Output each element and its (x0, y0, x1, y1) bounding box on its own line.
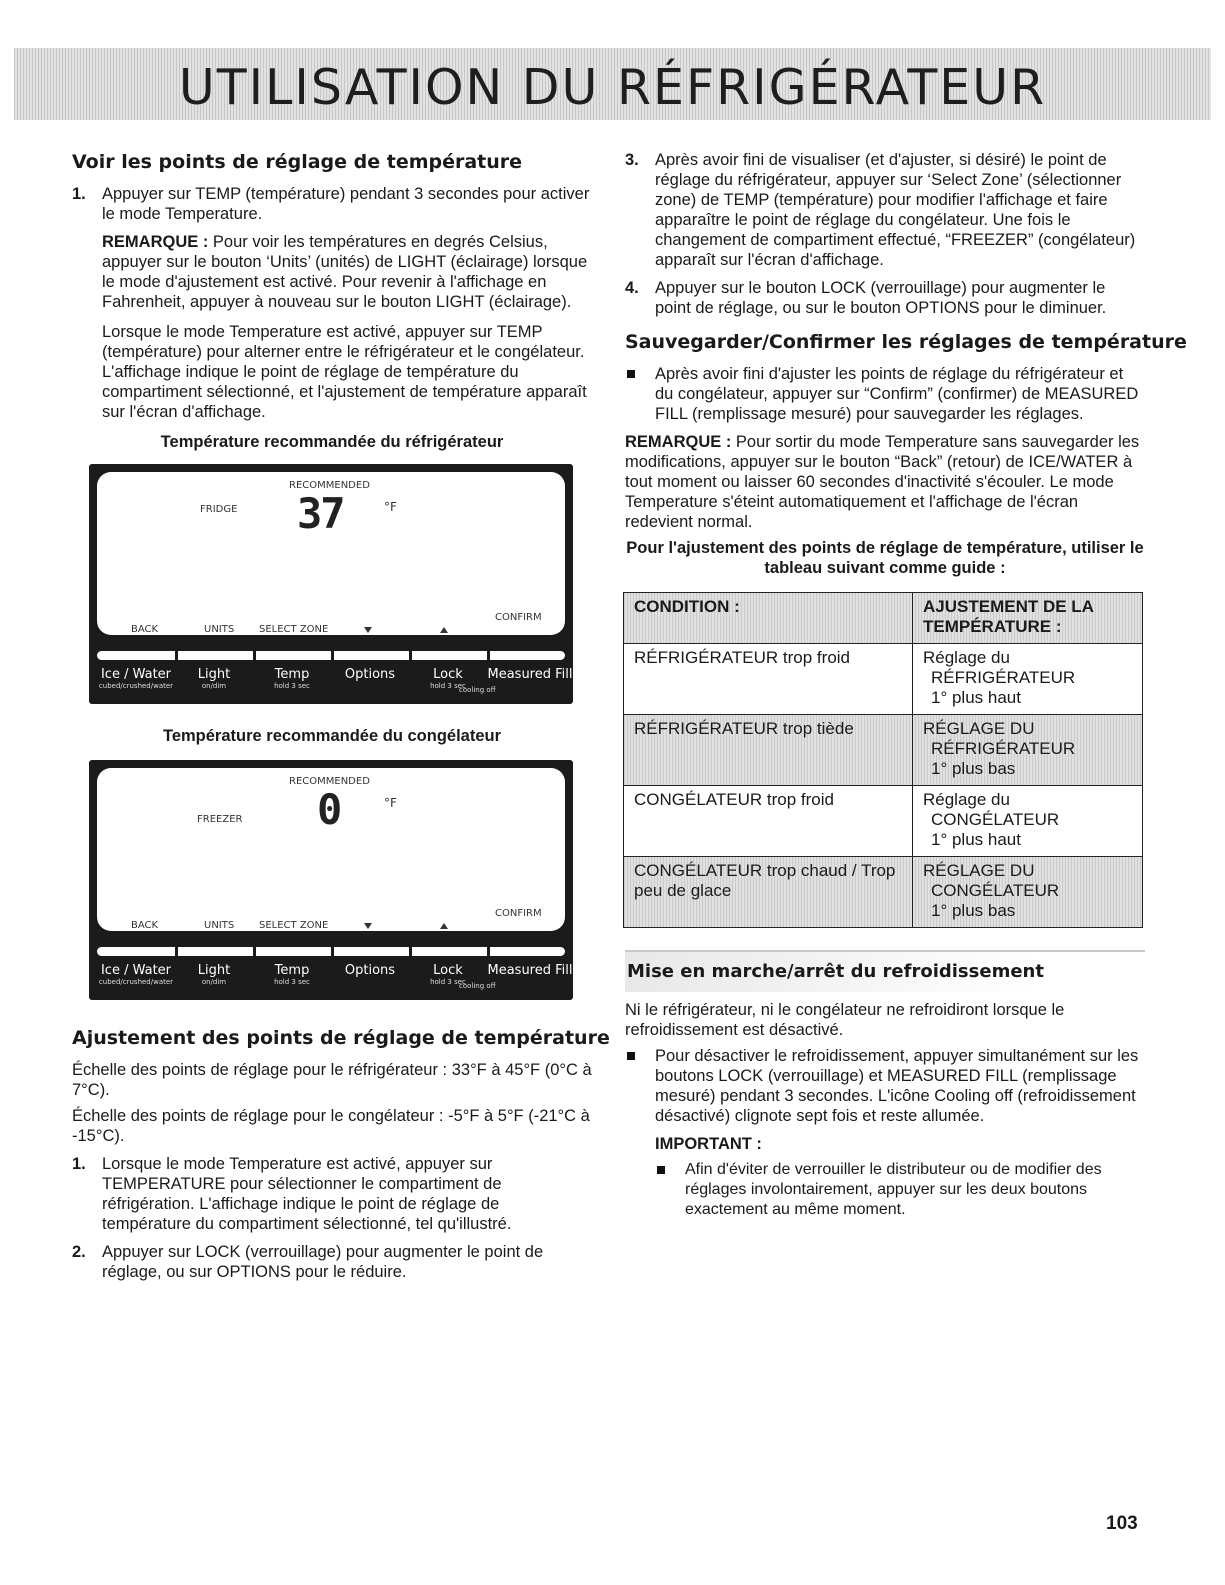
paragraph-toggle-zone: Lorsque le mode Temperature est activé, appuyer sur TEMP (température) pour alterner entre le réfrigérateur et le congélateur. L'affichage indique le point de réglage de température du compartiment sélectionné, et l'ajustement de température apparaît sur l'écran d'affichage. (102, 323, 587, 421)
right-column (625, 150, 1187, 1226)
condition-cell: RÉFRIGÉRATEUR trop tiède (624, 715, 913, 786)
button-bar (97, 947, 565, 956)
button-label: Lock (433, 667, 463, 682)
divider (175, 947, 178, 956)
step-1 (72, 1154, 592, 1234)
button-sublabel: cubed/crushed/water (98, 978, 174, 986)
measured-fill-button[interactable] (487, 668, 573, 682)
step-number: 4. (625, 279, 639, 297)
note-label: REMARQUE : (102, 233, 209, 251)
table-caption: Pour l'ajustement des points de réglage de température, utiliser le tableau suivant comme guide : (626, 539, 1144, 577)
temp-button[interactable] (253, 964, 331, 987)
bullet-text: Pour désactiver le refroidissement, appuyer simultanément sur les boutons LOCK (verrouillage) et MEASURED FILL (remplissage mesuré) pendant 3 secondes. L'icône Cooling off (refroidissement désactivé) clignote sept fois et reste allumée. (655, 1047, 1139, 1125)
back-label: BACK (131, 920, 159, 931)
table-row (624, 715, 1143, 786)
temperature-digits: 37 (297, 489, 344, 538)
button-label: Light (197, 963, 231, 978)
table-header-condition: CONDITION : (624, 593, 913, 644)
options-button[interactable] (331, 668, 409, 682)
recommended-label: RECOMMENDED (289, 480, 370, 491)
table-header-adjustment: AJUSTEMENT DE LA TEMPÉRATURE : (913, 593, 1143, 644)
down-arrow-icon (364, 627, 372, 633)
adjustment-line: RÉGLAGE DU (923, 719, 1035, 738)
adjustment-table (623, 592, 1143, 928)
up-arrow-icon (440, 627, 448, 633)
adjustment-cell (913, 786, 1143, 857)
step-text: Appuyer sur LOCK (verrouillage) pour augmenter le point de réglage, ou sur OPTIONS pour le réduire. (102, 1243, 544, 1281)
step-4 (625, 278, 1145, 318)
caption-freezer: Température recommandée du congélateur (162, 727, 502, 745)
adjustment-line: Réglage du (923, 790, 1010, 809)
button-label: Options (344, 667, 396, 682)
page-number: 103 (1106, 1513, 1138, 1534)
note-celsius (72, 232, 592, 312)
down-arrow-icon (364, 923, 372, 929)
confirm-label: CONFIRM (495, 908, 542, 919)
step-text: Appuyer sur le bouton LOCK (verrouillage) pour augmenter le point de réglage, ou sur le bouton OPTIONS pour le diminuer. (655, 279, 1107, 317)
left-column (72, 150, 610, 1290)
back-label: BACK (131, 624, 159, 635)
button-sublabel: cubed/crushed/water (98, 682, 174, 690)
bullet-item (625, 364, 1145, 424)
divider (409, 651, 412, 660)
note-text: Pour sortir du mode Temperature sans sauvegarder les modifications, appuyer sur le bouton “Back” (retour) de ICE/WATER à tout moment ou laisser 60 secondes d'inactivité s'écouler. Le mode Temperature s'éteint automatiquement et l'affichage de l'écran redevient normal. (625, 433, 1140, 531)
divider (253, 947, 256, 956)
divider (175, 651, 178, 660)
step-1 (72, 184, 592, 224)
light-button[interactable] (175, 964, 253, 987)
step-number: 1. (72, 185, 86, 203)
paragraph-fridge-range: Échelle des points de réglage pour le réfrigérateur : 33°F à 45°F (0°C à 7°C). (72, 1061, 592, 1099)
section-heading-save-confirm: Sauvegarder/Confirmer les réglages de température (625, 331, 1187, 353)
adjustment-line: RÉGLAGE DU (923, 861, 1035, 880)
button-label: Measured Fill (487, 667, 573, 682)
note-label: REMARQUE : (625, 433, 732, 451)
button-label: Ice / Water (100, 667, 172, 682)
unit-label: °F (384, 796, 397, 810)
button-label: Temp (274, 963, 310, 978)
table-row (624, 644, 1143, 715)
bullet-icon (627, 1052, 635, 1060)
divider (409, 947, 412, 956)
button-sublabel: hold 3 sec (274, 682, 310, 690)
light-button[interactable] (175, 668, 253, 691)
select-zone-label: SELECT ZONE (259, 920, 329, 931)
paragraph-cooling-off: Ni le réfrigérateur, ni le congélateur ne refroidiront lorsque le refroidissement est désactivé. (625, 1001, 1065, 1039)
temp-button[interactable] (253, 668, 331, 691)
table-header-row (624, 593, 1143, 644)
step-text: Après avoir fini de visualiser (et d'ajuster, si désiré) le point de réglage du réfrigérateur, appuyer sur ‘Select Zone’ (sélectionner zone) de TEMP (température) pour modifier l'affichage et faire apparaître le point de réglage du congélateur. Une fois le changement de compartiment effectué, “FREEZER” (congélateur) apparaît sur l'écran d'affichage. (655, 151, 1136, 269)
zone-label: FREEZER (197, 814, 243, 825)
adjustment-cell (913, 857, 1143, 928)
units-label: UNITS (204, 920, 235, 931)
adjustment-line: 1° plus haut (931, 830, 1021, 849)
button-label: Measured Fill (487, 963, 573, 978)
bullet-item (625, 1046, 1145, 1126)
button-label: Lock (433, 963, 463, 978)
divider (253, 651, 256, 660)
section-header-cooling (625, 950, 1145, 992)
step-number: 3. (625, 151, 639, 169)
note-text: Pour voir les températures en degrés Celsius, appuyer sur le bouton ‘Units’ (unités) de LIGHT (éclairage) lorsque le mode d'ajustement est activé. Pour revenir à l'affichage en Fahrenheit, appuyer à nouveau sur le bouton LIGHT (éclairage). (102, 233, 588, 311)
adjustment-line: RÉFRIGÉRATEUR (931, 739, 1076, 758)
up-arrow-icon (440, 923, 448, 929)
button-label: Light (197, 667, 231, 682)
zone-label: FRIDGE (200, 504, 238, 515)
section-heading-adjust-setpoints: Ajustement des points de réglage de température (72, 1027, 610, 1049)
page-title: UTILISATION DU RÉFRIGÉRATEUR (178, 59, 1047, 116)
table-row (624, 786, 1143, 857)
condition-cell: CONGÉLATEUR trop froid (624, 786, 913, 857)
bullet-icon (657, 1166, 665, 1174)
condition-cell: CONGÉLATEUR trop chaud / Trop peu de glace (624, 857, 913, 928)
unit-label: °F (384, 500, 397, 514)
divider (487, 947, 490, 956)
ice-water-button[interactable] (97, 668, 175, 691)
table-row (624, 857, 1143, 928)
button-label: Options (344, 963, 396, 978)
adjustment-cell (913, 644, 1143, 715)
section-heading-view-setpoints: Voir les points de réglage de température (72, 151, 523, 173)
adjustment-line: 1° plus haut (931, 688, 1021, 707)
options-button[interactable] (331, 964, 409, 978)
display-screen (97, 472, 565, 635)
temperature-digits: 0 (317, 785, 341, 834)
step-text: Appuyer sur TEMP (température) pendant 3 secondes pour activer le mode Temperature. (102, 185, 590, 223)
step-text: Lorsque le mode Temperature est activé, appuyer sur TEMPERATURE pour sélectionner le compartiment de réfrigération. L'affichage indique le point de réglage de température du compartiment sélectionné, tel qu'illustré. (102, 1155, 512, 1233)
adjustment-line: 1° plus bas (931, 901, 1016, 920)
section-heading-cooling-on-off: Mise en marche/arrêt du refroidissement (627, 961, 1044, 982)
adjustment-line: RÉFRIGÉRATEUR (931, 668, 1076, 687)
divider (331, 651, 334, 660)
step-number: 1. (72, 1155, 86, 1173)
step-2 (72, 1242, 592, 1282)
button-sublabel: hold 3 sec (430, 682, 466, 690)
adjustment-cell (913, 715, 1143, 786)
button-sublabel: on/dim (201, 682, 227, 690)
adjustment-line: 1° plus bas (931, 759, 1016, 778)
adjustment-line: CONGÉLATEUR (931, 881, 1060, 900)
display-screen (97, 768, 565, 931)
units-label: UNITS (204, 624, 235, 635)
paragraph-freezer-range: Échelle des points de réglage pour le congélateur : -5°F à 5°F (-21°C à -15°C). (72, 1107, 590, 1145)
ice-water-button[interactable] (97, 964, 175, 987)
measured-fill-button[interactable] (487, 964, 573, 978)
bullet-text: Après avoir fini d'ajuster les points de réglage du réfrigérateur et du congélateur, appuyer sur “Confirm” (confirmer) de MEASURED FILL (remplissage mesuré) pour sauvegarder les réglages. (655, 365, 1139, 423)
step-number: 2. (72, 1243, 86, 1261)
recommended-label: RECOMMENDED (289, 776, 370, 787)
button-sublabel: on/dim (201, 978, 227, 986)
note-exit-mode (625, 432, 1145, 532)
bullet-text: Afin d'éviter de verrouiller le distributeur ou de modifier des réglages involontairement, appuyer sur les deux boutons exactement au même moment. (685, 1161, 1102, 1218)
divider (331, 947, 334, 956)
adjustment-line: Réglage du (923, 648, 1010, 667)
adjustment-line: CONGÉLATEUR (931, 810, 1060, 829)
button-label: Ice / Water (100, 963, 172, 978)
select-zone-label: SELECT ZONE (259, 624, 329, 635)
cooling-off-label: cooling off (459, 686, 496, 694)
bullet-icon (627, 370, 635, 378)
control-panel-fridge (89, 464, 573, 704)
cooling-off-label: cooling off (459, 982, 496, 990)
button-sublabel: hold 3 sec (430, 978, 466, 986)
button-bar (97, 651, 565, 660)
control-panel-freezer (89, 760, 573, 1000)
page-banner (14, 48, 1211, 120)
caption-fridge: Température recommandée du réfrigérateur (160, 433, 504, 451)
confirm-label: CONFIRM (495, 612, 542, 623)
important-label: IMPORTANT : (655, 1135, 762, 1153)
button-sublabel: hold 3 sec (274, 978, 310, 986)
button-label: Temp (274, 667, 310, 682)
condition-cell: RÉFRIGÉRATEUR trop froid (624, 644, 913, 715)
bullet-item (655, 1160, 1145, 1220)
divider (487, 651, 490, 660)
step-3 (625, 150, 1145, 270)
